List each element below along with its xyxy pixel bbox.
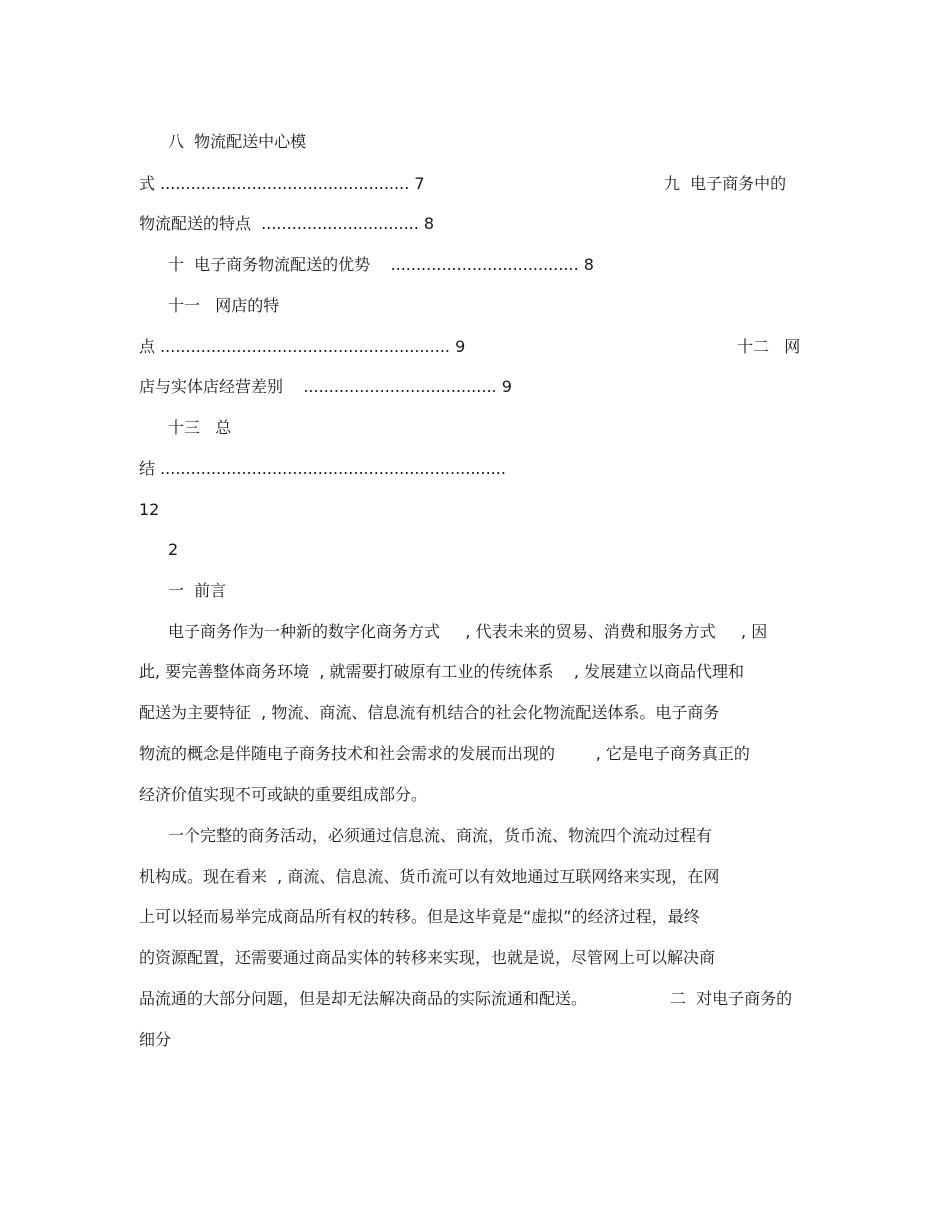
toc-line: 八 物流配送中心模 [168, 132, 307, 151]
paragraph-line: 品流通的大部分问题，但是却无法解决商品的实际流通和配送。 [139, 989, 588, 1008]
paragraph-line: 一个完整的商务活动，必须通过信息流、商流，货币流、物流四个流动过程有 [168, 826, 713, 845]
page-number: 2 [168, 540, 179, 559]
toc-line: 九 电子商务中的 [664, 174, 787, 193]
paragraph-line: 的资源配置，还需要通过商品实体的转移来实现，也就是说，尽管网上可以解决商 [139, 948, 716, 967]
paragraph-line: 机构成。现在看来 , 商流、信息流、货币流可以有效地通过互联网络来实现，在网 [139, 867, 720, 886]
section-heading: 一 前言 [168, 581, 227, 600]
toc-line: 十三 总 [168, 418, 232, 437]
toc-line: 店与实体店经营差别 ...................................... 9 [139, 377, 512, 396]
toc-line: 结 .................................................................... [139, 459, 506, 478]
paragraph-line: 物流的概念是伴随电子商务技术和社会需求的发展而出现的 , 它是电子商务真正的 [139, 744, 750, 763]
toc-line: 点 ......................................................... 9 [139, 337, 466, 356]
paragraph-line: 此, 要完善整体商务环境 , 就需要打破原有工业的传统体系 , 发展建立以商品代理和 [139, 662, 745, 681]
paragraph-line: 细分 [139, 1030, 172, 1049]
paragraph-line: 上可以轻而易举完成商品所有权的转移。但是这毕竟是“虚拟”的经济过程，最终 [139, 907, 700, 926]
toc-line: 式 ................................................. 7 [139, 174, 425, 193]
toc-line: 十一 网店的特 [168, 296, 280, 315]
toc-line: 物流配送的特点 ............................... 8 [139, 214, 435, 233]
paragraph-line: 经济价值实现不可或缺的重要组成部分。 [139, 785, 428, 804]
toc-line: 十 电子商务物流配送的优势 ..................................... 8 [168, 255, 594, 274]
toc-line: 十二 网 [737, 337, 801, 356]
toc-page-number: 12 [139, 500, 160, 519]
paragraph-line: 电子商务作为一种新的数字化商务方式 , 代表未来的贸易、消费和服务方式 , 因 [168, 622, 768, 641]
paragraph-line: 配送为主要特征 , 物流、商流、信息流有机结合的社会化物流配送体系。电子商务 [139, 703, 720, 722]
section-heading: 二 对电子商务的 [670, 989, 793, 1008]
